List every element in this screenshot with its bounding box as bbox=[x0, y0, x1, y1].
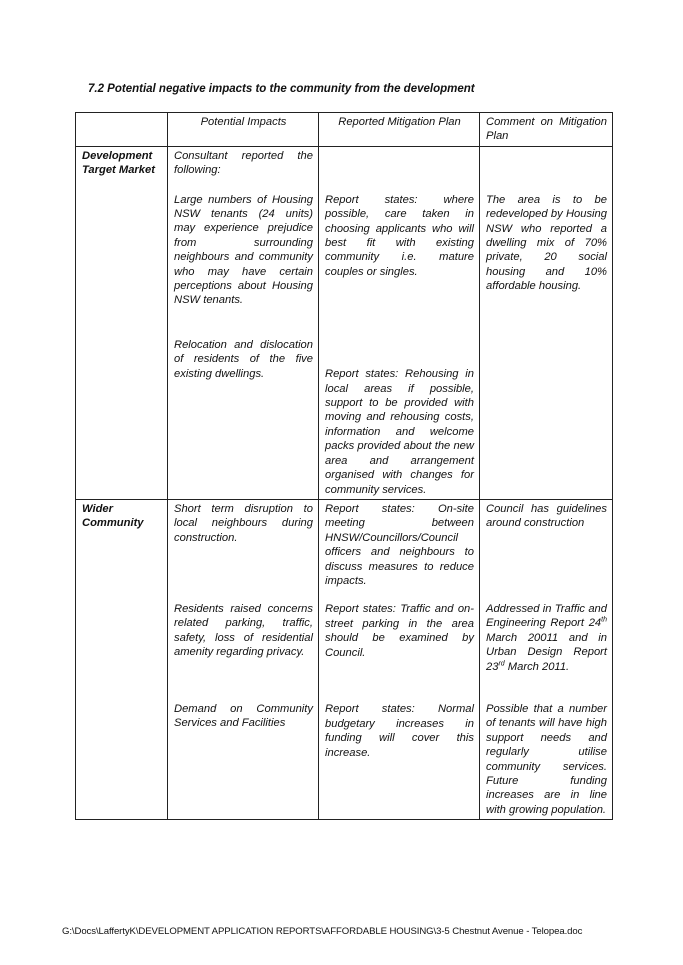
impacts-cell bbox=[168, 499, 319, 819]
mitigation-cell bbox=[319, 499, 480, 819]
mitigation-text: Report states: Traffic and on-street parking in the area should be examined by Council. bbox=[325, 603, 474, 659]
impact-text: Relocation and dislocation of residents of the five existing dwellings. bbox=[174, 338, 313, 380]
impacts-cell bbox=[168, 146, 319, 499]
header-mitigation-plan: Reported Mitigation Plan bbox=[319, 113, 480, 147]
impact-text: Residents raised concerns related parking, traffic, safety, loss of residential amenity regarding privacy. bbox=[174, 602, 313, 659]
mitigation-text: Report states: On-site meeting between HNSW/Councillors/Council officers and neighbours to discuss measures to reduce impacts. bbox=[325, 502, 474, 587]
row-label-wider-community: Wider Community bbox=[76, 499, 168, 819]
comment-text: Addressed in Traffic and Engineering Report 24th March 20011 and in Urban Design Report 23rd March 2011. bbox=[486, 602, 607, 673]
mitigation-text: Report states: Normal budgetary increases in funding will cover this increase. bbox=[325, 703, 474, 759]
row-label-development-target-market: Development Target Market bbox=[76, 146, 168, 499]
impact-text: Large numbers of Housing NSW tenants (24 units) may experience prejudice from surrounding neighbours and community who may have certain perceptions about Housing NSW tenants. bbox=[174, 193, 313, 307]
impact-text: Demand on Community Services and Facilities bbox=[174, 702, 313, 730]
impacts-table bbox=[75, 112, 613, 820]
comment-cell bbox=[480, 499, 613, 819]
section-heading: 7.2 Potential negative impacts to the community from the development bbox=[88, 83, 475, 95]
document-path-footer: G:\Docs\LaffertyK\DEVELOPMENT APPLICATION REPORTS\AFFORDABLE HOUSING\3-5 Chestnut Avenue - Telopea.doc bbox=[62, 926, 583, 937]
mitigation-text: Report states: where possible, care taken in choosing applicants who will best fit with existing community i.e. mature couples or singles. bbox=[325, 193, 474, 278]
table-row bbox=[76, 146, 613, 499]
header-comment: Comment on Mitigation Plan bbox=[480, 113, 613, 147]
intro-text: Consultant reported the following: bbox=[174, 149, 313, 177]
comment-cell bbox=[480, 146, 613, 499]
impact-text: Short term disruption to local neighbours during construction. bbox=[174, 502, 313, 544]
header-potential-impacts: Potential Impacts bbox=[168, 113, 319, 147]
comment-text: Council has guidelines around construction bbox=[486, 502, 607, 530]
table-row bbox=[76, 499, 613, 819]
mitigation-text: Report states: Rehousing in local areas if possible, support to be provided with moving and rehousing costs, information and welcome packs provided about the new area and arrangement organised with changes for community services. bbox=[325, 368, 474, 496]
table-header-row bbox=[76, 113, 613, 147]
header-cell-empty bbox=[76, 113, 168, 147]
comment-text: The area is to be redeveloped by Housing NSW who reported a dwelling mix of 70% private, 20 social housing and 10% affordable housing. bbox=[486, 193, 607, 293]
mitigation-cell bbox=[319, 146, 480, 499]
comment-text: Possible that a number of tenants will have high support needs and regularly utilise community services. Future funding increases are in line with growing population. bbox=[486, 702, 607, 816]
